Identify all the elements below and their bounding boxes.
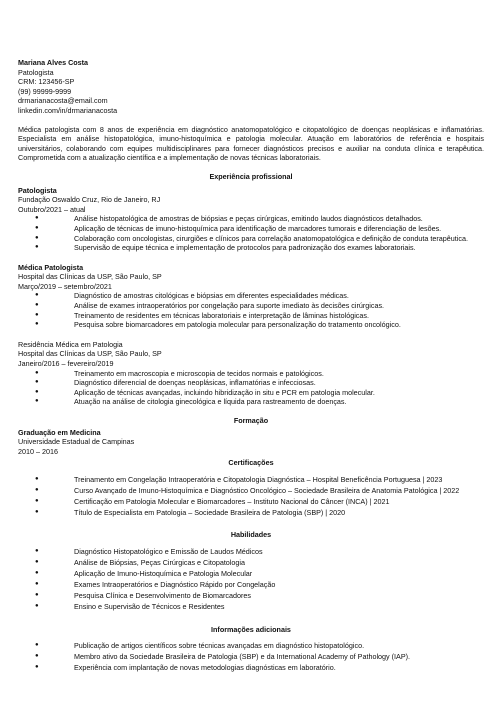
list-item: ● Ensino e Supervisão de Técnicos e Residentes <box>18 601 484 612</box>
certifications-heading: Certificações <box>228 458 274 468</box>
professional-summary: Médica patologista com 8 anos de experiência em diagnóstico anatomopatológico e citopatológico de doenças neoplásicas e inflamatórias. Especialista em análise histopatológica, imuno-histoquímica e patologia molecular. Atuação em laboratórios de referência e hospitais universitários, colaborando com equipes multidisciplinares para fornecer diagnósticos precisos e auxiliar na conduta clínica e terapêutica. Comprometida com a atualização científica e a implementação de novas técnicas laboratoriais. <box>18 124 484 163</box>
contact-header <box>18 58 484 116</box>
list-item: ● Treinamento em Congelação Intraoperatória e Citopatologia Diagnóstica – Hospital Beneficência Portuguesa | 2023 <box>18 474 484 485</box>
job-dates: Outubro/2021 – atual <box>18 204 86 214</box>
candidate-title: Patologista <box>18 67 54 77</box>
job-bullets <box>18 214 484 252</box>
list-item: ● Atuação na análise de citologia ginecológica e líquida para rastreamento de doenças. <box>18 397 484 407</box>
job-role: Médica Patologista <box>18 262 84 272</box>
education-dates: 2010 – 2016 <box>18 446 58 456</box>
list-item: ● Aplicação de técnicas de imuno-histoquímica para identificação de marcadores tumorais e diferenciação de lesões. <box>18 224 484 234</box>
experience-heading: Experiência profissional <box>209 171 293 181</box>
list-item: ● Certificação em Patologia Molecular e Biomarcadores – Instituto Nacional do Câncer (INCA) | 2021 <box>18 496 484 507</box>
list-item: ● Análise histopatológica de amostras de biópsias e peças cirúrgicas, emitindo laudos diagnósticos detalhados. <box>18 214 484 224</box>
job-role: Patologista <box>18 185 57 195</box>
job-bullets <box>18 369 484 407</box>
job-entry <box>18 186 484 253</box>
certifications-list <box>18 474 484 518</box>
list-item: ● Análise de exames intraoperatórios por congelação para suporte imediato às decisões cirúrgicas. <box>18 301 484 311</box>
list-item: ● Pesquisa sobre biomarcadores em patologia molecular para personalização do tratamento oncológico. <box>18 320 484 330</box>
additional-info-heading: Informações adicionais <box>211 624 291 634</box>
list-item: ● Aplicação de Imuno-Histoquímica e Patologia Molecular <box>18 568 484 579</box>
list-item: ● Exames Intraoperatórios e Diagnóstico Rápido por Congelação <box>18 579 484 590</box>
job-bullets <box>18 291 484 329</box>
phone-number: (99) 99999-9999 <box>18 86 72 96</box>
job-role: Residência Médica em Patologia <box>18 339 123 349</box>
list-item: ● Título de Especialista em Patologia – Sociedade Brasileira de Patologia (SBP) | 2020 <box>18 507 484 518</box>
list-item: ● Diagnóstico diferencial de doenças neoplásicas, inflamatórias e infecciosas. <box>18 378 484 388</box>
list-item: ● Membro ativo da Sociedade Brasileira de Patologia (SBP) e da International Academy of Pathology (IAP). <box>18 651 484 662</box>
list-item: ● Diagnóstico de amostras citológicas e biópsias em diferentes especialidades médicas. <box>18 291 484 301</box>
resume-page <box>18 58 484 673</box>
list-item: ● Treinamento de residentes em técnicas laboratoriais e interpretação de lâminas histológicas. <box>18 311 484 321</box>
education-entry <box>18 428 484 457</box>
candidate-name: Mariana Alves Costa <box>18 58 89 67</box>
skills-heading: Habilidades <box>230 530 272 540</box>
additional-info-list <box>18 640 484 673</box>
job-place: Fundação Oswaldo Cruz, Rio de Janeiro, RJ <box>18 195 161 205</box>
list-item: ● Experiência com implantação de novas metodologias diagnósticas em laboratório. <box>18 662 484 673</box>
job-entry <box>18 340 484 407</box>
list-item: ● Treinamento em macroscopia e microscopia de tecidos normais e patológicos. <box>18 369 484 379</box>
job-place: Hospital das Clínicas da USP, São Paulo, SP <box>18 349 162 359</box>
skills-list <box>18 546 484 613</box>
list-item: ● Publicação de artigos científicos sobre técnicas avançadas em diagnóstico histopatológico. <box>18 640 484 651</box>
degree-name: Graduação em Medicina <box>18 427 101 437</box>
job-dates: Março/2019 – setembro/2021 <box>18 281 112 291</box>
list-item: ● Colaboração com oncologistas, cirurgiões e clínicos para correlação anatomopatológica e definição de conduta terapêutica. <box>18 234 484 244</box>
education-heading: Formação <box>233 416 269 425</box>
list-item: ● Diagnóstico Histopatológico e Emissão de Laudos Médicos <box>18 546 484 557</box>
email-address: drmarianacosta@email.com <box>18 96 108 106</box>
list-item: ● Pesquisa Clínica e Desenvolvimento de Biomarcadores <box>18 590 484 601</box>
job-place: Hospital das Clínicas da USP, São Paulo, SP <box>18 272 162 282</box>
school-name: Universidade Estadual de Campinas <box>18 437 135 447</box>
list-item: ● Análise de Biópsias, Peças Cirúrgicas e Citopatologia <box>18 557 484 568</box>
job-dates: Janeiro/2016 – fevereiro/2019 <box>18 359 114 369</box>
job-entry <box>18 263 484 330</box>
linkedin-url: linkedin.com/in/drmarianacosta <box>18 105 118 115</box>
list-item: ● Aplicação de técnicas avançadas, incluindo hibridização in situ e PCR em patologia molecular. <box>18 388 484 398</box>
list-item: ● Curso Avançado de Imuno-Histoquímica e Diagnóstico Oncológico – Sociedade Brasileira de Anatomia Patológica | 2022 <box>18 485 484 496</box>
list-item: ● Supervisão de equipe técnica e implementação de protocolos para padronização dos exames laboratoriais. <box>18 243 484 253</box>
crm-number: CRM: 123456-SP <box>18 77 75 87</box>
